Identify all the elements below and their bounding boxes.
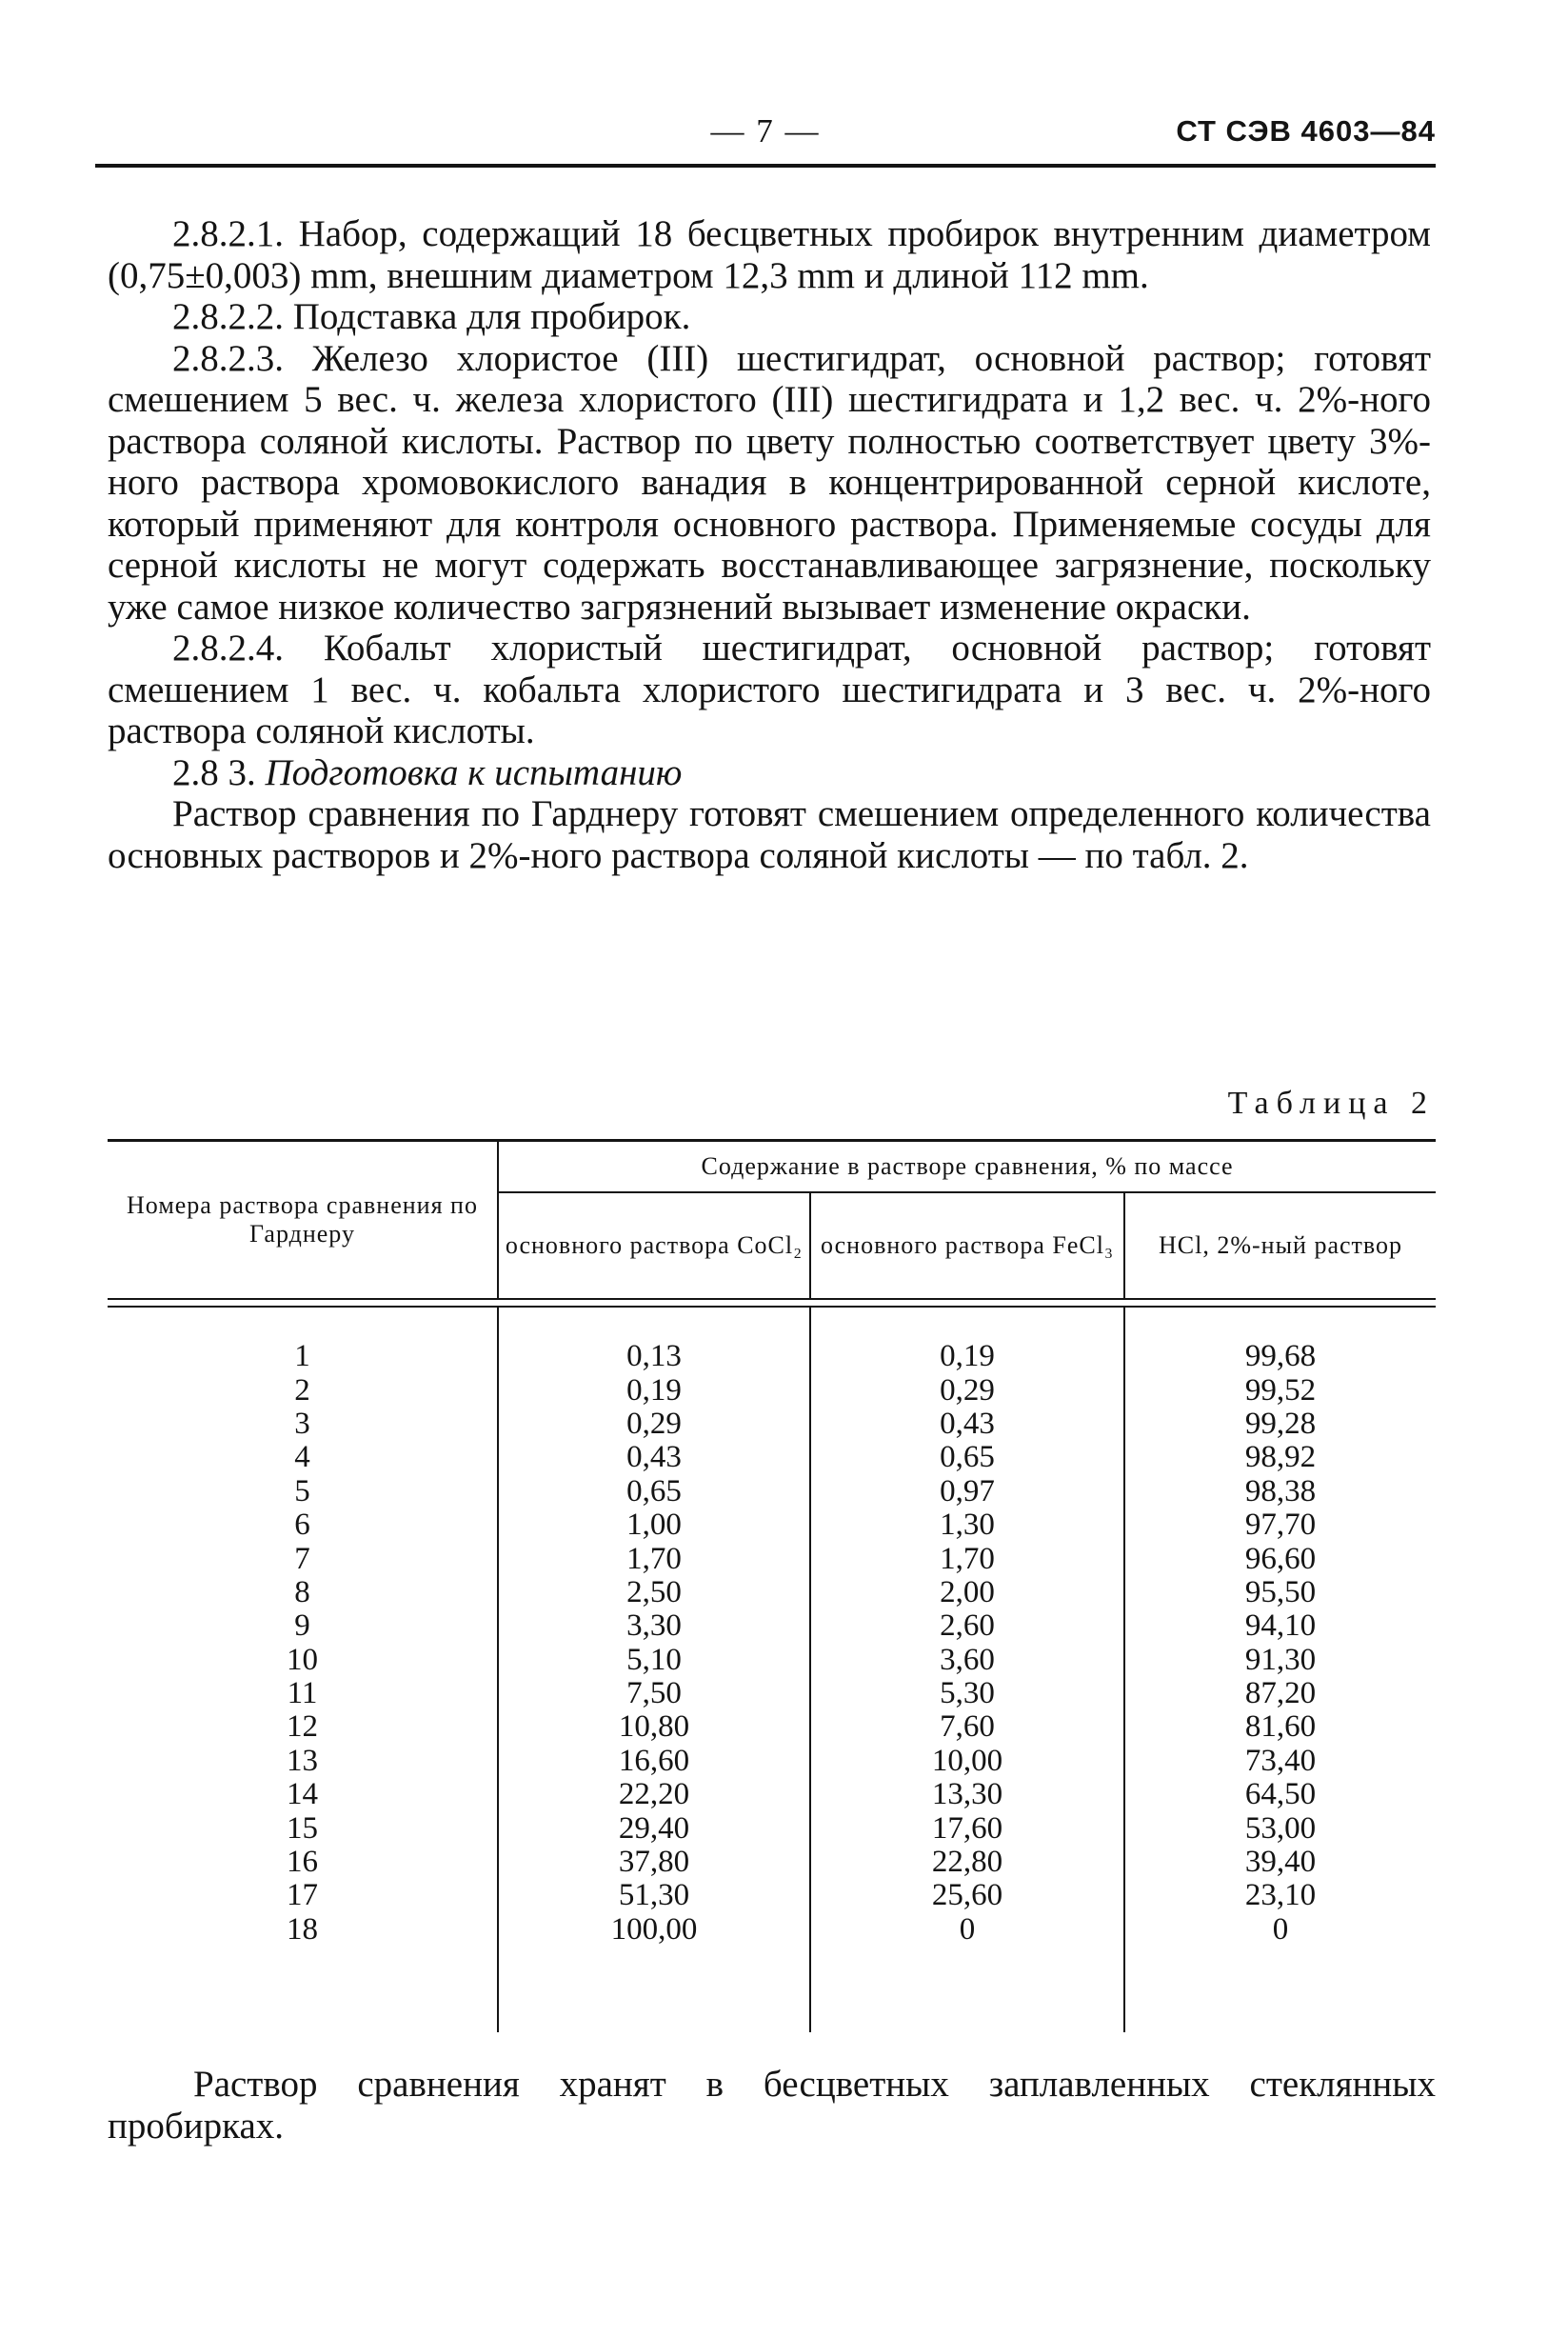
table-row <box>108 1609 1436 1643</box>
cell-fecl3: 25,60 <box>810 1879 1124 1912</box>
cell-number: 15 <box>287 1810 318 1846</box>
cell-cocl2: 100,00 <box>498 1913 810 1947</box>
table-row <box>108 1846 1436 1879</box>
cell-fecl3: 0,43 <box>810 1408 1124 1441</box>
table-row <box>108 1542 1436 1575</box>
table-row <box>108 1644 1436 1677</box>
cell-cocl2: 1,70 <box>498 1542 810 1575</box>
cell-fecl3: 2,60 <box>810 1609 1124 1643</box>
cell-cocl2: 10,80 <box>498 1710 810 1744</box>
cell-fecl3: 13,30 <box>810 1778 1124 1811</box>
body-text <box>108 213 1431 876</box>
cell-cocl2: 7,50 <box>498 1677 810 1710</box>
cell-fecl3: 2,00 <box>810 1576 1124 1609</box>
table-row <box>108 1441 1436 1474</box>
paragraph-2-8-2-2: 2.8.2.2. Подставка для пробирок. <box>172 296 691 337</box>
cell-cocl2: 3,30 <box>498 1609 810 1643</box>
cell-number: 17 <box>287 1878 318 1913</box>
cell-number: 9 <box>294 1608 310 1644</box>
cell-number: 1 <box>294 1339 310 1374</box>
cell-fecl3: 7,60 <box>810 1710 1124 1744</box>
table-row <box>108 1475 1436 1508</box>
cell-fecl3: 17,60 <box>810 1811 1124 1845</box>
cell-hcl: 81,60 <box>1124 1710 1436 1744</box>
cell-cocl2: 5,10 <box>498 1644 810 1677</box>
table-2 <box>108 1139 1436 2032</box>
cell-number: 18 <box>287 1911 318 1947</box>
cell-fecl3: 1,70 <box>810 1542 1124 1575</box>
cell-cocl2: 37,80 <box>498 1846 810 1879</box>
cell-hcl: 23,10 <box>1124 1879 1436 1912</box>
cell-fecl3: 22,80 <box>810 1846 1124 1879</box>
cell-cocl2: 16,60 <box>498 1745 810 1778</box>
cell-hcl: 97,70 <box>1124 1508 1436 1542</box>
cell-hcl: 94,10 <box>1124 1609 1436 1643</box>
cell-cocl2: 29,40 <box>498 1811 810 1845</box>
cell-cocl2: 0,43 <box>498 1441 810 1474</box>
paragraph-2-8-2-3: 2.8.2.3. Железо хлористое (III) шестигидрат, основной раствор; готовят смешением 5 вес. ч. железа хлористого (III) шестигидрата и 1,2 вес. ч. 2%-ного раствора соляной кислоты. Раствор по цвету полностью соответствует цвету 3%-ного раствора хромовокислого ванадия в концентрированной серной кислоте, который применяют для контроля основного раствора. Применяемые сосуды для серной кислоты не могут содержать восстанавливающее загрязнение, поскольку уже самое низкое количество загрязнений вызывает изменение окраски. <box>108 337 1431 628</box>
column-header-fecl3: основного раствора FeCl₃ <box>810 1192 1124 1299</box>
section-heading <box>108 752 1431 794</box>
cell-number: 14 <box>287 1777 318 1812</box>
cell-hcl: 64,50 <box>1124 1778 1436 1811</box>
cell-fecl3: 0,97 <box>810 1475 1124 1508</box>
cell-fecl3: 0 <box>810 1913 1124 1947</box>
cell-cocl2: 0,65 <box>498 1475 810 1508</box>
table-caption: Таблица 2 <box>1227 1086 1435 1121</box>
cell-hcl: 53,00 <box>1124 1811 1436 1845</box>
cell-cocl2: 0,13 <box>498 1340 810 1373</box>
closing-text <box>108 2064 1436 2147</box>
cell-number: 7 <box>294 1541 310 1576</box>
cell-cocl2: 2,50 <box>498 1576 810 1609</box>
cell-number: 11 <box>287 1676 318 1711</box>
column-header-cocl2: основного раствора CoCl₂ <box>498 1192 810 1299</box>
header-rule <box>95 164 1436 168</box>
cell-number: 6 <box>294 1508 310 1543</box>
cell-hcl: 91,30 <box>1124 1644 1436 1677</box>
prep-paragraph: Раствор сравнения по Гарднеру готовят смешением определенного количества основных растворов и 2%-ного раствора соляной кислоты — по табл. 2. <box>108 793 1431 876</box>
cell-fecl3: 5,30 <box>810 1677 1124 1710</box>
table-row <box>108 1778 1436 1811</box>
cell-number: 12 <box>287 1709 318 1745</box>
section-number: 2.8 3. <box>172 751 256 793</box>
cell-hcl: 39,40 <box>1124 1846 1436 1879</box>
cell-number: 10 <box>287 1642 318 1677</box>
cell-fecl3: 10,00 <box>810 1745 1124 1778</box>
cell-hcl: 95,50 <box>1124 1576 1436 1609</box>
cell-hcl: 99,52 <box>1124 1373 1436 1407</box>
cell-hcl: 98,92 <box>1124 1441 1436 1474</box>
table-row <box>108 1576 1436 1609</box>
cell-number: 5 <box>294 1473 310 1508</box>
table-row <box>108 1340 1436 1373</box>
cell-number: 8 <box>294 1574 310 1609</box>
row-number-header: Номера раствора сравнения по Гарднеру <box>108 1141 498 1300</box>
cell-hcl: 96,60 <box>1124 1542 1436 1575</box>
table-row <box>108 1745 1436 1778</box>
cell-cocl2: 22,20 <box>498 1778 810 1811</box>
cell-cocl2: 51,30 <box>498 1879 810 1912</box>
cell-fecl3: 0,29 <box>810 1373 1124 1407</box>
column-header-hcl: HCl, 2%-ный раствор <box>1124 1192 1436 1299</box>
cell-cocl2: 0,29 <box>498 1408 810 1441</box>
closing-paragraph: Раствор сравнения хранят в бесцветных заплавленных стеклянных пробирках. <box>108 2064 1436 2147</box>
cell-hcl: 0 <box>1124 1913 1436 1947</box>
gardner-table <box>108 1139 1436 2032</box>
page-number: — 7 — <box>710 112 821 150</box>
paragraph-2-8-2-1: 2.8.2.1. Набор, содержащий 18 бесцветных пробирок внутренним диаметром (0,75±0,003) mm, внешним диаметром 12,3 mm и длиной 112 mm. <box>108 213 1431 296</box>
cell-number: 3 <box>294 1406 310 1441</box>
cell-hcl: 87,20 <box>1124 1677 1436 1710</box>
table-row <box>108 1677 1436 1710</box>
cell-hcl: 98,38 <box>1124 1475 1436 1508</box>
cell-number: 16 <box>287 1845 318 1880</box>
page-header <box>95 112 1436 164</box>
paragraph-2-8-2-4: 2.8.2.4. Кобальт хлористый шестигидрат, основной раствор; готовят смешением 1 вес. ч. кобальта хлористого шестигидрата и 3 вес. ч. 2%-ного раствора соляной кислоты. <box>108 628 1431 751</box>
table-row <box>108 1913 1436 1947</box>
table-row <box>108 1508 1436 1542</box>
cell-number: 4 <box>294 1440 310 1475</box>
table-row <box>108 1408 1436 1441</box>
cell-number: 2 <box>294 1372 310 1408</box>
cell-fecl3: 0,19 <box>810 1340 1124 1373</box>
table-row <box>108 1373 1436 1407</box>
cell-cocl2: 0,19 <box>498 1373 810 1407</box>
cell-fecl3: 0,65 <box>810 1441 1124 1474</box>
table-row <box>108 1811 1436 1845</box>
section-title: Подготовка к испытанию <box>265 751 683 793</box>
standard-code: СТ СЭВ 4603—84 <box>1176 114 1436 148</box>
cell-cocl2: 1,00 <box>498 1508 810 1542</box>
content-group-header: Содержание в растворе сравнения, % по массе <box>498 1141 1436 1193</box>
cell-number: 13 <box>287 1743 318 1778</box>
cell-fecl3: 1,30 <box>810 1508 1124 1542</box>
cell-fecl3: 3,60 <box>810 1644 1124 1677</box>
cell-hcl: 99,68 <box>1124 1340 1436 1373</box>
table-row <box>108 1879 1436 1912</box>
cell-hcl: 73,40 <box>1124 1745 1436 1778</box>
table-body <box>108 1307 1436 2032</box>
cell-hcl: 99,28 <box>1124 1408 1436 1441</box>
table-row <box>108 1710 1436 1744</box>
